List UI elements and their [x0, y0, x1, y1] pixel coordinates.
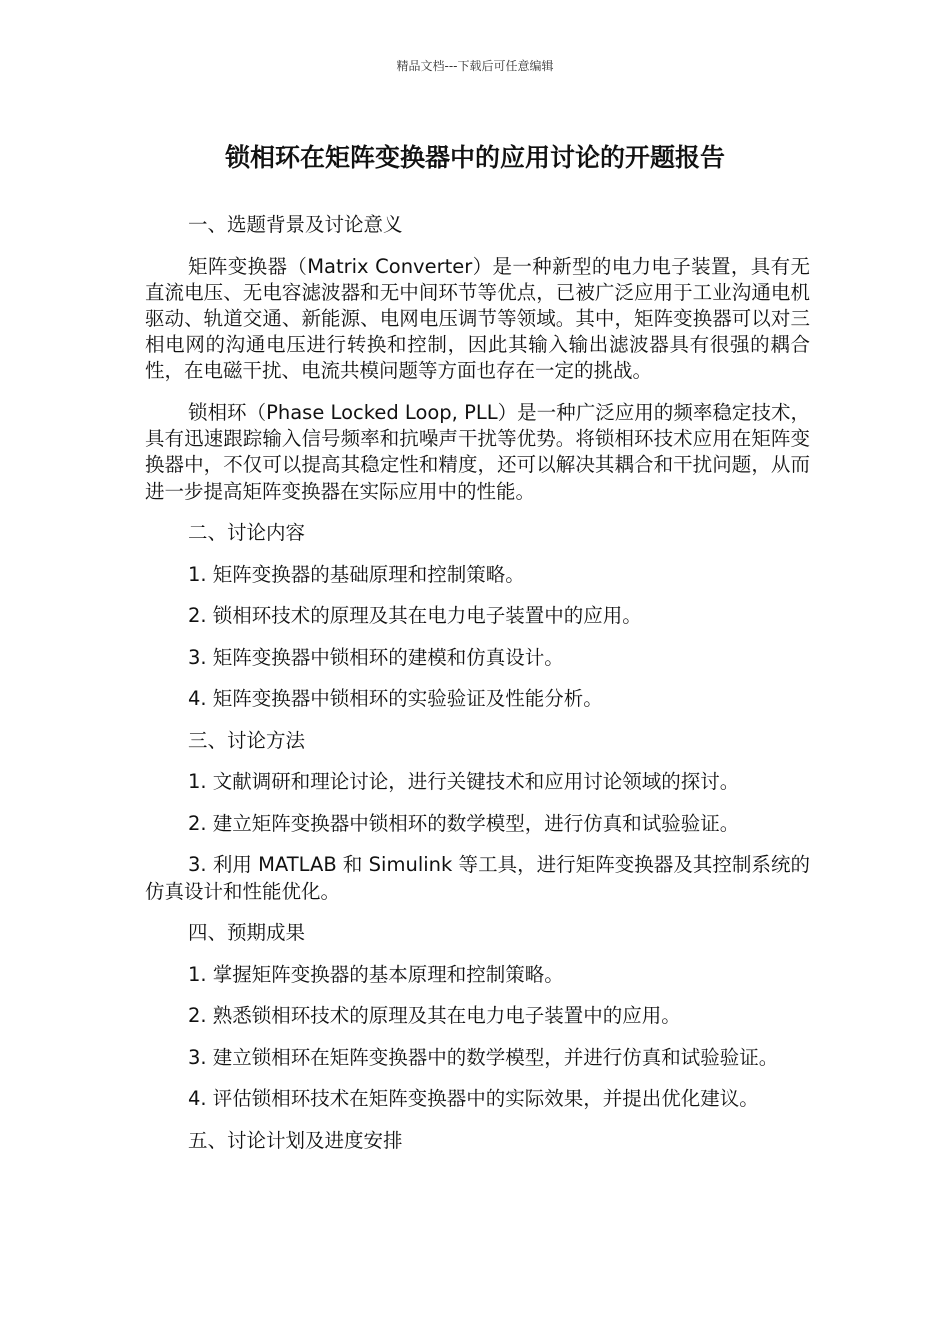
document-title: 锁相环在矩阵变换器中的应用讨论的开题报告 — [224, 143, 725, 172]
section-heading-1: 一、选题背景及讨论意义 — [188, 213, 403, 236]
section-heading-4: 四、预期成果 — [188, 921, 306, 945]
list-item: 1. 掌握矩阵变换器的基本原理和控制策略。 — [188, 962, 564, 986]
list-item: 1. 矩阵变换器的基础原理和控制策略。 — [188, 562, 525, 586]
section-heading-3: 三、讨论方法 — [188, 728, 306, 752]
paragraph-matrix-converter: 矩阵变换器（Matrix Converter）是一种新型的电力电子装置，具有无直流电压、无电容滤波器和无中间环节等优点，已被广泛应用于工业沟通电机驱动、轨道交通、新能源、电网电压调节等领域。其中，矩阵变换器可以对三相电网的沟通电压进行转换和控制，因此其输入输出滤波器具有很强的耦合性，在电磁干扰、电流共模问题等方面也存在一定的挑战。 — [145, 254, 810, 383]
section-heading-2: 二、讨论内容 — [188, 521, 306, 545]
document-body — [145, 212, 810, 1169]
list-item: 3. 利用 MATLAB 和 Simulink 等工具，进行矩阵变换器及其控制系统的仿真设计和性能优化。 — [145, 853, 810, 903]
list-item: 2. 建立矩阵变换器中锁相环的数学模型，进行仿真和试验验证。 — [188, 811, 740, 835]
list-item: 4. 评估锁相环技术在矩阵变换器中的实际效果，并提出优化建议。 — [188, 1087, 759, 1111]
list-item: 3. 矩阵变换器中锁相环的建模和仿真设计。 — [188, 645, 564, 669]
list-item: 2. 熟悉锁相环技术的原理及其在电力电子装置中的应用。 — [188, 1004, 681, 1028]
section-heading-5: 五、讨论计划及进度安排 — [188, 1128, 403, 1152]
list-item: 3. 建立锁相环在矩阵变换器中的数学模型，并进行仿真和试验验证。 — [188, 1045, 779, 1069]
list-item: 1. 文献调研和理论讨论，进行关键技术和应用讨论领域的探讨。 — [188, 770, 740, 794]
header-note: 精品文档---下载后可任意编辑 — [396, 59, 554, 73]
list-item: 2. 锁相环技术的原理及其在电力电子装置中的应用。 — [188, 604, 642, 628]
paragraph-pll: 锁相环（Phase Locked Loop, PLL）是一种广泛应用的频率稳定技术，具有迅速跟踪输入信号频率和抗噪声干扰等优势。将锁相环技术应用在矩阵变换器中，不仅可以提高其稳定性和精度，还可以解决其耦合和干扰问题，从而进一步提高矩阵变换器在实际应用中的性能。 — [145, 401, 810, 503]
list-item: 4. 矩阵变换器中锁相环的实验验证及性能分析。 — [188, 687, 603, 711]
